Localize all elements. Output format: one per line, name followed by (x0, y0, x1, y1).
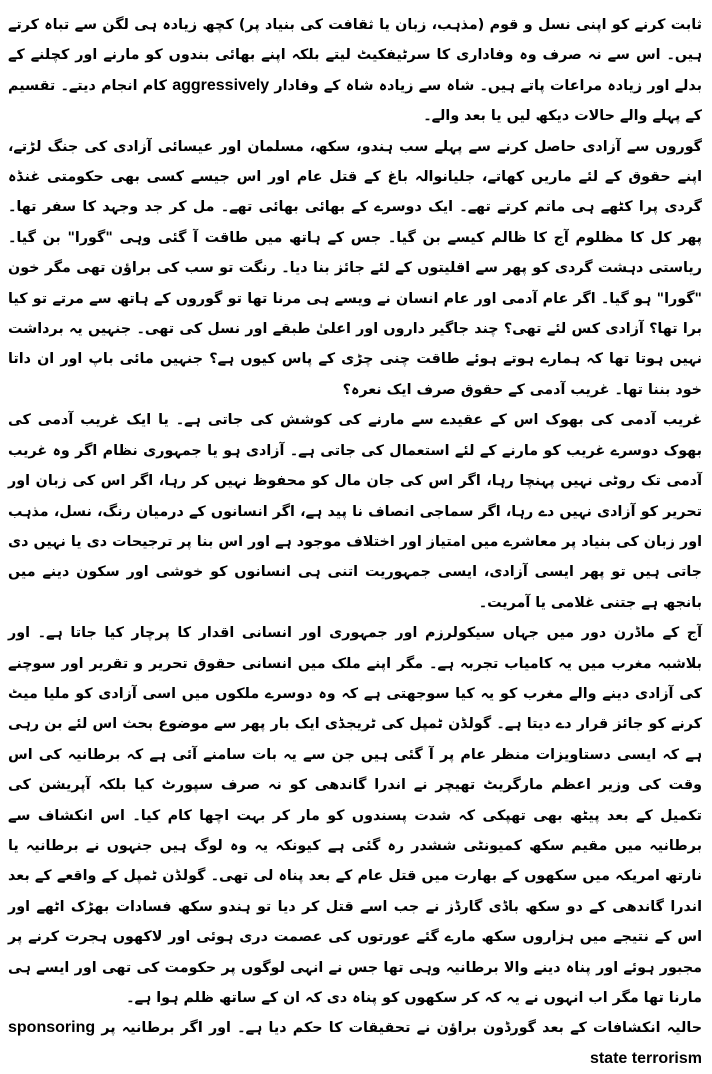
paragraph-3 (8, 405, 702, 618)
paragraph-5 (8, 1013, 702, 1074)
paragraph-5-text-before: حالیہ انکشافات کے بعد گورڈون براؤن نے تحقیقات کا حکم دیا ہے۔ اور اگر برطانیہ پر (101, 1020, 703, 1037)
paragraph-1-text-after: کام انجام دیتے۔ تقسیم کے پہلے والے حالات دیکھ لیں یا بعد والے۔ (8, 77, 702, 125)
paragraph-4 (8, 618, 702, 1013)
paragraph-5-english-term: sponsoring state terrorism (8, 1019, 702, 1067)
paragraph-4-text: آج کے ماڈرن دور میں جہاں سیکولرزم اور جمہوری اور انسانی اقدار کا پرچار کیا جاتا ہے۔ اور بلاشبہ مغرب میں یہ کامیاب تجربہ ہے۔ مگر اپنے ملک میں انسانی حقوق تحریر و تقریر اور سوچنے کی آزادی دینے والے مغرب کو یہ کیا سوجھتی ہے کہ وہ دوسرے ملکوں میں اسی آزادی کو ملیا میٹ کرنے کو جائز قرار دے دیتا ہے۔ گولڈن ٹمپل کی ٹریجڈی ایک بار پھر سے موضوع بحث اس لئے بن رہی ہے کہ ایسی دستاویزات منظر عام پر آ گئی ہیں جن سے یہ بات سامنے آئی ہے کہ برطانیہ کی اس وقت کی وزیر اعظم مارگریٹ تھیچر نے اندرا گاندھی کو نہ صرف سپورٹ کیا بلکہ آپریشن کی تکمیل کے بعد پیٹھ بھی تھپکی کہ شدت پسندوں کو مار کر بہت اچھا کام کیا۔ اس انکشاف سے برطانیہ میں مقیم سکھ کمیونٹی ششدر رہ گئی ہے کیونکہ یہ وہ لوگ ہیں جنہوں نے برطانیہ یا نارتھ امریکہ میں سکھوں کے بھارت میں قتل عام کے بعد پناہ لی تھی۔ گولڈن ٹمپل کے واقعے کے بعد اندرا گاندھی کے دو سکھ باڈی گارڈز نے جب اسے قتل کر دیا تو ہندو سکھ فسادات بھڑک اٹھے اور اس کے نتیجے میں ہزاروں سکھ مارے گئے عورتوں کی عصمت دری ہوئی اور لاکھوں ہجرت کرنے پر مجبور ہوئے اور پناہ دینے والا برطانیہ وہی تھا جس نے انہی لوگوں پر حکومت کی تھی اور ایسے ہی مارنا تھا مگر اب انہوں نے یہ کہ کر سکھوں کو پناہ دی کہ ان کے ساتھ ظلم ہوا ہے۔ (8, 625, 702, 1006)
paragraph-1-english-term: aggressively (172, 76, 270, 94)
paragraph-2 (8, 132, 702, 406)
paragraph-1-text-before: ثابت کرنے کو اپنی نسل و قوم (مذہب، زبان یا ثقافت کی بنیاد پر) کچھ زیادہ ہی لگن سے تباہ کرتے ہیں۔ اس سے نہ صرف وہ وفاداری کا سرٹیفکیٹ لیتے بلکہ اپنے بھائی بندوں کو مارنے اور کچلنے کے بدلے اور زیادہ مراعات پاتے ہیں۔ شاہ سے زیادہ شاہ کے وفادار (8, 17, 702, 94)
paragraph-3-text: غریب آدمی کی بھوک اس کے عقیدے سے مارنے کی کوشش کی جاتی ہے۔ یا ایک غریب آدمی کی بھوک دوسرے غریب کو مارنے کے لئے استعمال کی جاتی ہے۔ آزادی ہو یا جمہوری نظام اگر وہ غریب آدمی تک روٹی نہیں پہنچا رہا، اگر اس کی جان مال کو محفوظ نہیں کر رہا، اگر اس کی زبان اور تحریر کو آزادی نہیں دے رہا، اگر سماجی انصاف نا پید ہے، اگر انسانوں کے درمیان رنگ، نسل، مذہب اور زبان کی بنیاد پر معاشرے میں امتیاز اور اختلاف موجود ہے اور اس بنا پر ترجیحات دی یا نہیں دی جاتی ہیں تو پھر ایسی آزادی، ایسی جمہوریت اتنی ہی انسانوں کو خوشی اور سکون دینے میں بانجھ ہے جتنی غلامی یا آمریت۔ (8, 412, 702, 611)
paragraph-2-text: گوروں سے آزادی حاصل کرنے سے پہلے سب ہندو، سکھ، مسلمان اور عیسائی آزادی کی جنگ لڑتے، اپنے حقوق کے لئے ماریں کھاتے، جلیانوالہ باغ کے قتل عام اور اس جیسے کسی بھی حکومتی غنڈہ گردی پرا کٹھے ہی ماتم کرتے تھے۔ ایک دوسرے کے بھائی بھائی تھے۔ مل کر جد وجہد کا سفر تھا۔ پھر کل کا مظلوم آج کا ظالم کیسے بن گیا۔ جس کے ہاتھ میں طاقت آ گئی وہی "گورا" بن گیا۔ ریاستی دہشت گردی کو پھر سے اقلیتوں کے لئے جائز بنا دیا۔ رنگت تو سب کی براؤن تھی مگر خون "گورا" ہو گیا۔ اگر عام آدمی اور عام انسان نے ویسے ہی مرنا تھا تو گوروں کے ہاتھ سے مرتے تو کیا برا تھا؟ آزادی کس لئے تھی؟ چند جاگیر داروں اور اعلیٰ طبقے اور نسل کی تھی۔ جنہیں یہ برداشت نہیں ہوتا تھا کہ ہمارے ہوتے ہوئے طاقت چنی چڑی کے پاس کیوں ہے؟ جنہیں مائی باپ اور ان داتا خود بننا تھا۔ غریب آدمی کے حقوق صرف ایک نعرہ؟ (8, 138, 702, 398)
paragraph-1 (8, 10, 702, 132)
